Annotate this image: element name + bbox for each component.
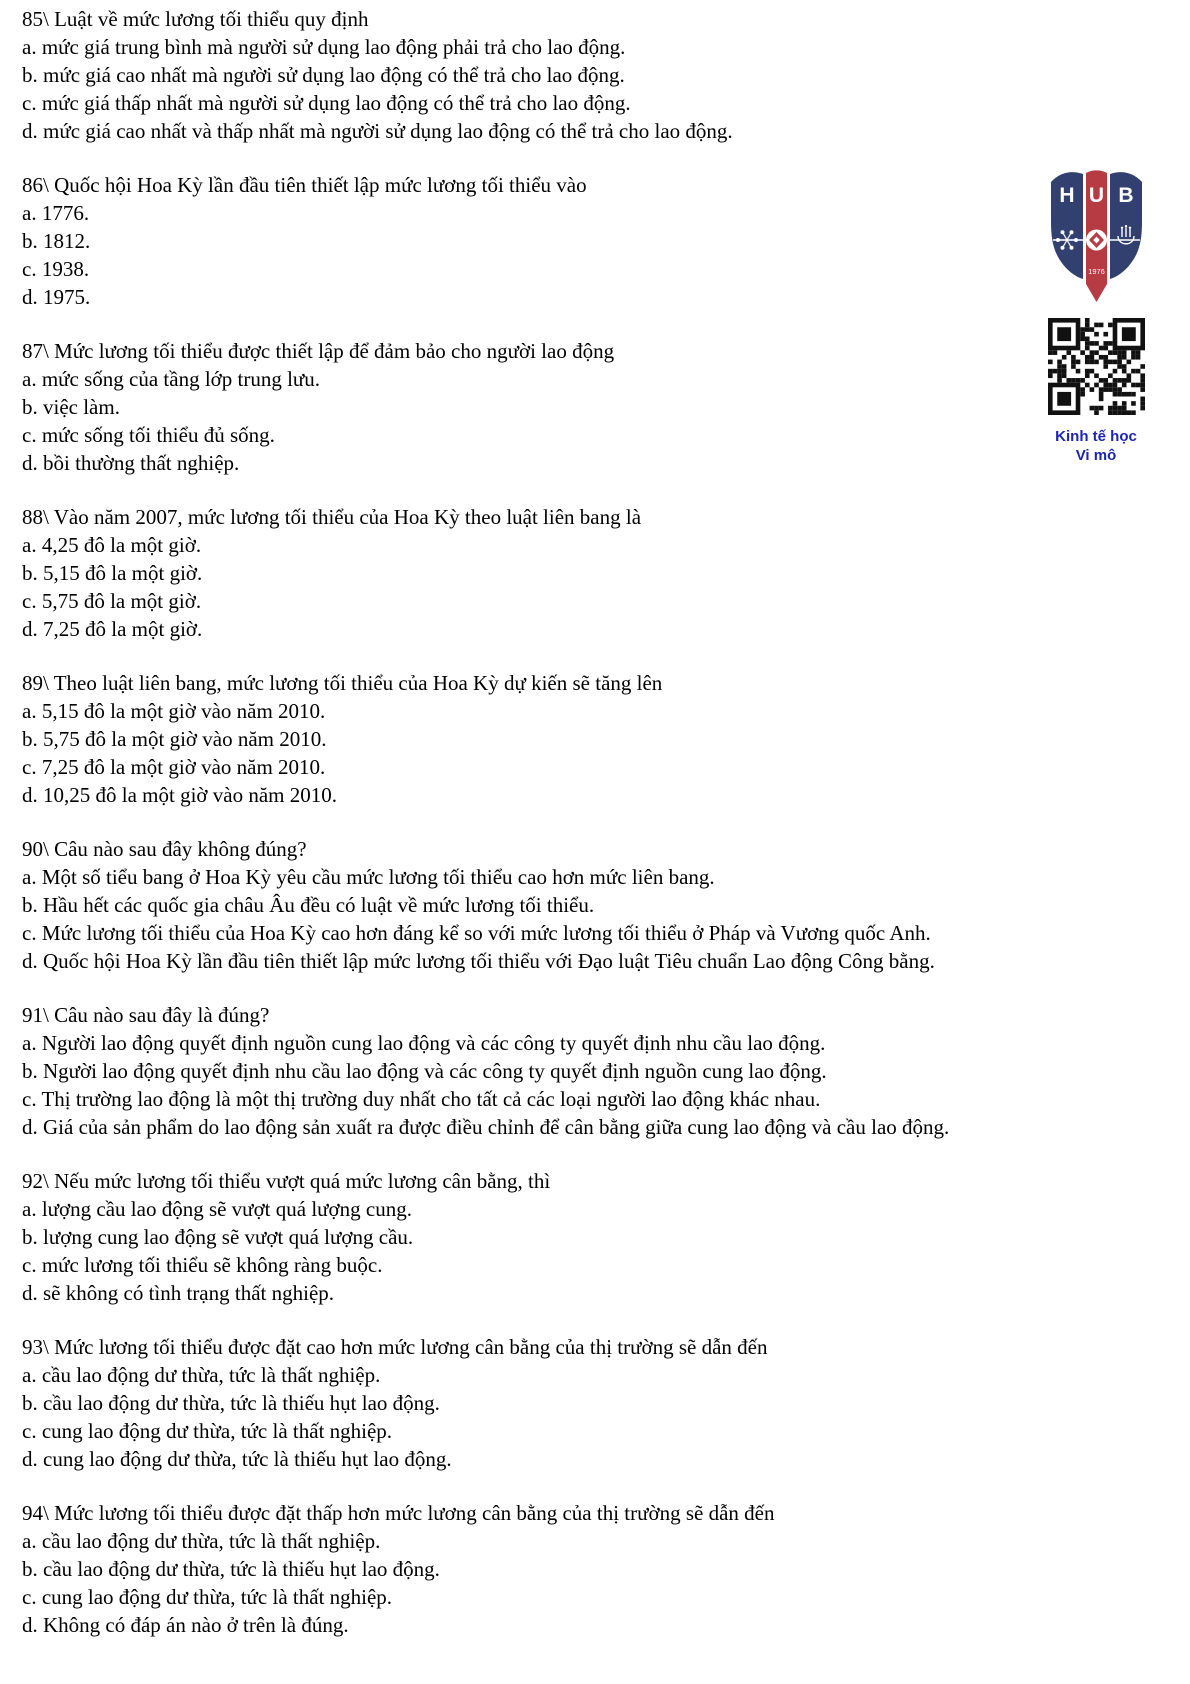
option-line: b. 1812.	[22, 229, 91, 253]
question-block-87	[22, 337, 949, 477]
option-line: c. mức giá thấp nhất mà người sử dụng lao động có thể trả cho lao động.	[22, 91, 631, 115]
question-text: 94\ Mức lương tối thiểu được đặt thấp hơn mức lương cân bằng của thị trường sẽ dẫn đến	[22, 1501, 775, 1525]
option-line: c. 5,75 đô la một giờ.	[22, 589, 202, 613]
option-line: b. mức giá cao nhất mà người sử dụng lao động có thể trả cho lao động.	[22, 63, 625, 87]
question-block-93	[22, 1333, 949, 1473]
question-block-92	[22, 1167, 949, 1307]
option-line: a. 1776.	[22, 201, 90, 225]
question-block-90	[22, 835, 949, 975]
option-line: d. Không có đáp án nào ở trên là đúng.	[22, 1613, 349, 1637]
logo-letter-u: U	[1088, 184, 1104, 207]
logo-caption-line2: Vi mô	[1075, 447, 1117, 464]
question-list	[22, 5, 949, 1665]
question-block-94	[22, 1499, 949, 1639]
option-line: a. cầu lao động dư thừa, tức là thất nghiệp.	[22, 1529, 381, 1553]
qr-code	[1048, 318, 1145, 415]
option-line: b. 5,75 đô la một giờ vào năm 2010.	[22, 727, 327, 751]
option-line: a. mức giá trung bình mà người sử dụng lao động phải trả cho lao động.	[22, 35, 626, 59]
option-line: c. cung lao động dư thừa, tức là thất nghiệp.	[22, 1419, 393, 1443]
logo-year: 1976	[1087, 267, 1105, 276]
option-line: b. cầu lao động dư thừa, tức là thiếu hụt lao động.	[22, 1391, 440, 1415]
branding-block	[1046, 166, 1146, 465]
option-line: c. 7,25 đô la một giờ vào năm 2010.	[22, 755, 326, 779]
coin-icon	[1086, 230, 1107, 251]
hub-university-logo-icon	[1048, 166, 1145, 311]
question-text: 85\ Luật về mức lương tối thiểu quy định	[22, 7, 369, 31]
logo-letter-b: B	[1117, 184, 1134, 207]
option-line: a. Một số tiểu bang ở Hoa Kỳ yêu cầu mức lương tối thiểu cao hơn mức liên bang.	[22, 865, 715, 889]
question-block-91	[22, 1001, 949, 1141]
option-line: d. 7,25 đô la một giờ.	[22, 617, 203, 641]
question-text: 93\ Mức lương tối thiểu được đặt cao hơn mức lương cân bằng của thị trường sẽ dẫn đến	[22, 1335, 768, 1359]
option-line: d. bồi thường thất nghiệp.	[22, 451, 240, 475]
question-text: 91\ Câu nào sau đây là đúng?	[22, 1003, 270, 1027]
question-block-89	[22, 669, 949, 809]
option-line: b. việc làm.	[22, 395, 120, 419]
option-line: d. mức giá cao nhất và thấp nhất mà người sử dụng lao động có thể trả cho lao động.	[22, 119, 733, 143]
option-line: d. cung lao động dư thừa, tức là thiếu hụt lao động.	[22, 1447, 452, 1471]
option-line: c. mức sống tối thiểu đủ sống.	[22, 423, 275, 447]
option-line: d. Giá của sản phẩm do lao động sản xuất ra được điều chỉnh để cân bằng giữa cung lao động và cầu lao động.	[22, 1115, 950, 1139]
logo-caption-line1: Kinh tế học	[1055, 428, 1137, 445]
logo-caption	[1046, 427, 1146, 465]
logo-letter-h: H	[1058, 184, 1075, 207]
option-line: d. 10,25 đô la một giờ vào năm 2010.	[22, 783, 337, 807]
question-block-85	[22, 5, 949, 145]
option-line: b. 5,15 đô la một giờ.	[22, 561, 203, 585]
question-text: 88\ Vào năm 2007, mức lương tối thiểu của Hoa Kỳ theo luật liên bang là	[22, 505, 642, 529]
option-line: c. 1938.	[22, 257, 90, 281]
option-line: a. 4,25 đô la một giờ.	[22, 533, 202, 557]
option-line: a. mức sống của tầng lớp trung lưu.	[22, 367, 321, 391]
option-line: a. lượng cầu lao động sẽ vượt quá lượng cung.	[22, 1197, 412, 1221]
question-text: 86\ Quốc hội Hoa Kỳ lần đầu tiên thiết lập mức lương tối thiểu vào	[22, 173, 587, 197]
question-text: 89\ Theo luật liên bang, mức lương tối thiểu của Hoa Kỳ dự kiến sẽ tăng lên	[22, 671, 663, 695]
option-line: a. 5,15 đô la một giờ vào năm 2010.	[22, 699, 326, 723]
question-text: 92\ Nếu mức lương tối thiểu vượt quá mức lương cân bằng, thì	[22, 1169, 551, 1193]
question-text: 90\ Câu nào sau đây không đúng?	[22, 837, 307, 861]
option-line: c. cung lao động dư thừa, tức là thất nghiệp.	[22, 1585, 393, 1609]
option-line: d. sẽ không có tình trạng thất nghiệp.	[22, 1281, 335, 1305]
option-line: c. Mức lương tối thiểu của Hoa Kỳ cao hơn đáng kể so với mức lương tối thiểu ở Pháp và Vương quốc Anh.	[22, 921, 931, 945]
option-line: d. Quốc hội Hoa Kỳ lần đầu tiên thiết lập mức lương tối thiểu với Đạo luật Tiêu chuẩn Lao động Công bằng.	[22, 949, 935, 973]
question-block-88	[22, 503, 949, 643]
question-text: 87\ Mức lương tối thiểu được thiết lập để đảm bảo cho người lao động	[22, 339, 615, 363]
option-line: b. Hầu hết các quốc gia châu Âu đều có luật về mức lương tối thiểu.	[22, 893, 595, 917]
option-line: b. Người lao động quyết định nhu cầu lao động và các công ty quyết định nguồn cung lao động.	[22, 1059, 827, 1083]
option-line: b. cầu lao động dư thừa, tức là thiếu hụt lao động.	[22, 1557, 440, 1581]
option-line: c. mức lương tối thiểu sẽ không ràng buộc.	[22, 1253, 383, 1277]
question-block-86	[22, 171, 949, 311]
option-line: a. cầu lao động dư thừa, tức là thất nghiệp.	[22, 1363, 381, 1387]
option-line: b. lượng cung lao động sẽ vượt quá lượng cầu.	[22, 1225, 414, 1249]
option-line: a. Người lao động quyết định nguồn cung lao động và các công ty quyết định nhu cầu lao động.	[22, 1031, 826, 1055]
option-line: c. Thị trường lao động là một thị trường duy nhất cho tất cả các loại người lao động khác nhau.	[22, 1087, 821, 1111]
option-line: d. 1975.	[22, 285, 91, 309]
